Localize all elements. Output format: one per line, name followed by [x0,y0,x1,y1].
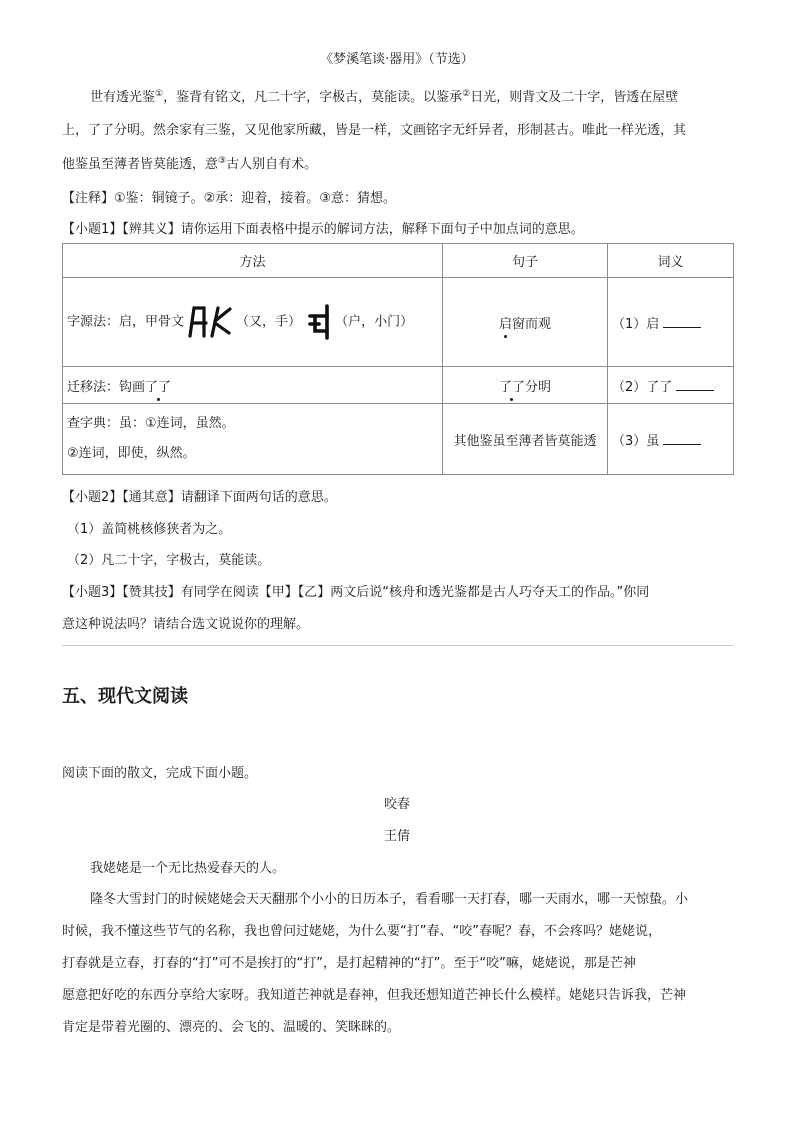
method-1-text-c: （户，小门） [335,314,414,330]
answer-blank-3[interactable] [663,434,701,445]
classical-text-1: 世有透光鉴 [90,90,156,105]
cell-sentence-2 [443,367,608,404]
question-2-prompt: 【小题2】【通其意】请翻译下面两句话的意思。 [62,490,337,505]
cell-method-1 [63,278,443,367]
note-mark-3: ③ [218,156,227,166]
section-divider [62,645,733,646]
classical-text-5: 古人别自有术。 [226,157,318,172]
note-mark-1: ① [155,89,164,99]
cell-meaning-3 [608,404,734,475]
dotted-word-qi: 启 [499,313,512,332]
cell-meaning-2 [608,367,734,404]
answer-blank-2[interactable] [676,380,714,391]
meaning-2-label: （2）了了 [612,379,673,395]
header-meaning: 词义 [608,244,734,278]
cell-sentence-1 [443,278,608,367]
classical-text-3: 日光，则背文及二十字，皆透在屋壁 [470,90,679,105]
essay-title: 咬春 [383,797,410,812]
method-1-text-a: 字源法：启，甲骨文 [67,314,185,330]
answer-blank-1[interactable] [663,317,701,328]
meaning-3-label: （3）虽 [612,433,660,449]
sentence-1-rest: 窗而观 [512,316,552,332]
reading-instruction: 阅读下面的散文，完成下面小题。 [62,766,258,781]
table-row [63,404,734,475]
classical-line-3 [62,153,317,172]
cell-method-3 [63,404,443,475]
cell-method-2 [63,367,443,404]
note-mark-2: ② [462,89,471,99]
classical-text-4: 他鉴虽至薄者皆莫能透，意 [62,157,219,172]
dotted-word-liaoliao: 了了 [499,376,525,395]
oracle-door-glyph-icon [305,303,335,341]
vocab-table [62,243,734,475]
essay-paragraph-1: 我姥姥是一个无比热爱春天的人。 [90,861,286,876]
method-2-text: 迁移法：钩画 [67,379,146,395]
table-row [63,278,734,367]
method-2-dotted-liaoliao: 了了 [145,376,171,395]
oracle-hand-glyph-icon [184,303,236,341]
essay-line: 隆冬大雪封门的时候姥姥会天天翻那个小小的日历本子，看看哪一天打春，哪一天雨水，哪一天惊蛰。小 [90,892,689,907]
section-title: 五、现代文阅读 [62,686,188,707]
classical-line-1 [90,86,678,105]
cell-sentence-3: 其他鉴虽至薄者皆莫能透 [443,404,608,475]
classical-notes: 【注释】①鉴：铜镜子。②承：迎着，接着。③意：猜想。 [62,191,396,206]
method-1-text-b: （又，手） [236,314,302,330]
header-sentence: 句子 [443,244,608,278]
sentence-2-rest: 分明 [525,379,552,395]
table-header-row [63,244,734,278]
classical-line-2: 上，了了分明。然余家有三鉴，又见他家所藏，皆是一样，文画铭字无纤异者，形制甚古。唯此一样光透，其 [62,123,687,138]
question-2-sentence-1: （1）盖简桃核修狭者为之。 [67,522,232,537]
essay-line: 打春就是立春，打春的“打”可不是挨打的“打”，是打起精神的“打”。至于“咬”嘛，姥姥说，那是芒神 [62,956,636,971]
question-2-sentence-2: （2）凡二十字，字极古，莫能读。 [67,553,271,568]
question-3-line-2: 意这种说法吗？请结合选文说说你的理解。 [62,617,310,632]
classical-title: 《梦溪笔谈·器用》（节选） [320,52,474,67]
table-row [63,367,734,404]
cell-meaning-1 [608,278,734,367]
essay-line: 愿意把好吃的东西分享给大家呀。我知道芒神就是春神，但我还想知道芒神长什么模样。姥姥只告诉我，芒神 [62,988,687,1003]
header-method: 方法 [63,244,443,278]
method-3-line-2: ②连词，即使，纵然。 [67,446,196,461]
essay-author: 王倩 [383,829,410,844]
question-1-prompt: 【小题1】【辨其义】请你运用下面表格中提示的解词方法，解释下面句子中加点词的意思。 [62,222,584,237]
essay-line: 肯定是带着光圈的、漂亮的、会飞的、温暖的、笑眯眯的。 [62,1020,401,1035]
method-3-line-1: 查字典：虽：①连词，虽然。 [67,416,235,431]
meaning-1-label: （1）启 [612,316,660,332]
essay-line: 时候，我不懂这些节气的名称，我也曾问过姥姥，为什么要“打”春、“咬”春呢？春，不会疼吗？姥姥说， [62,924,661,939]
classical-text-2: ，鉴背有铭文，凡二十字，字极古，莫能读。以鉴承 [163,90,463,105]
question-3-line-1: 【小题3】【赞其技】有同学在阅读【甲】【乙】两文后说“核舟和透光鉴都是古人巧夺天工的作品。”你同 [62,585,650,600]
